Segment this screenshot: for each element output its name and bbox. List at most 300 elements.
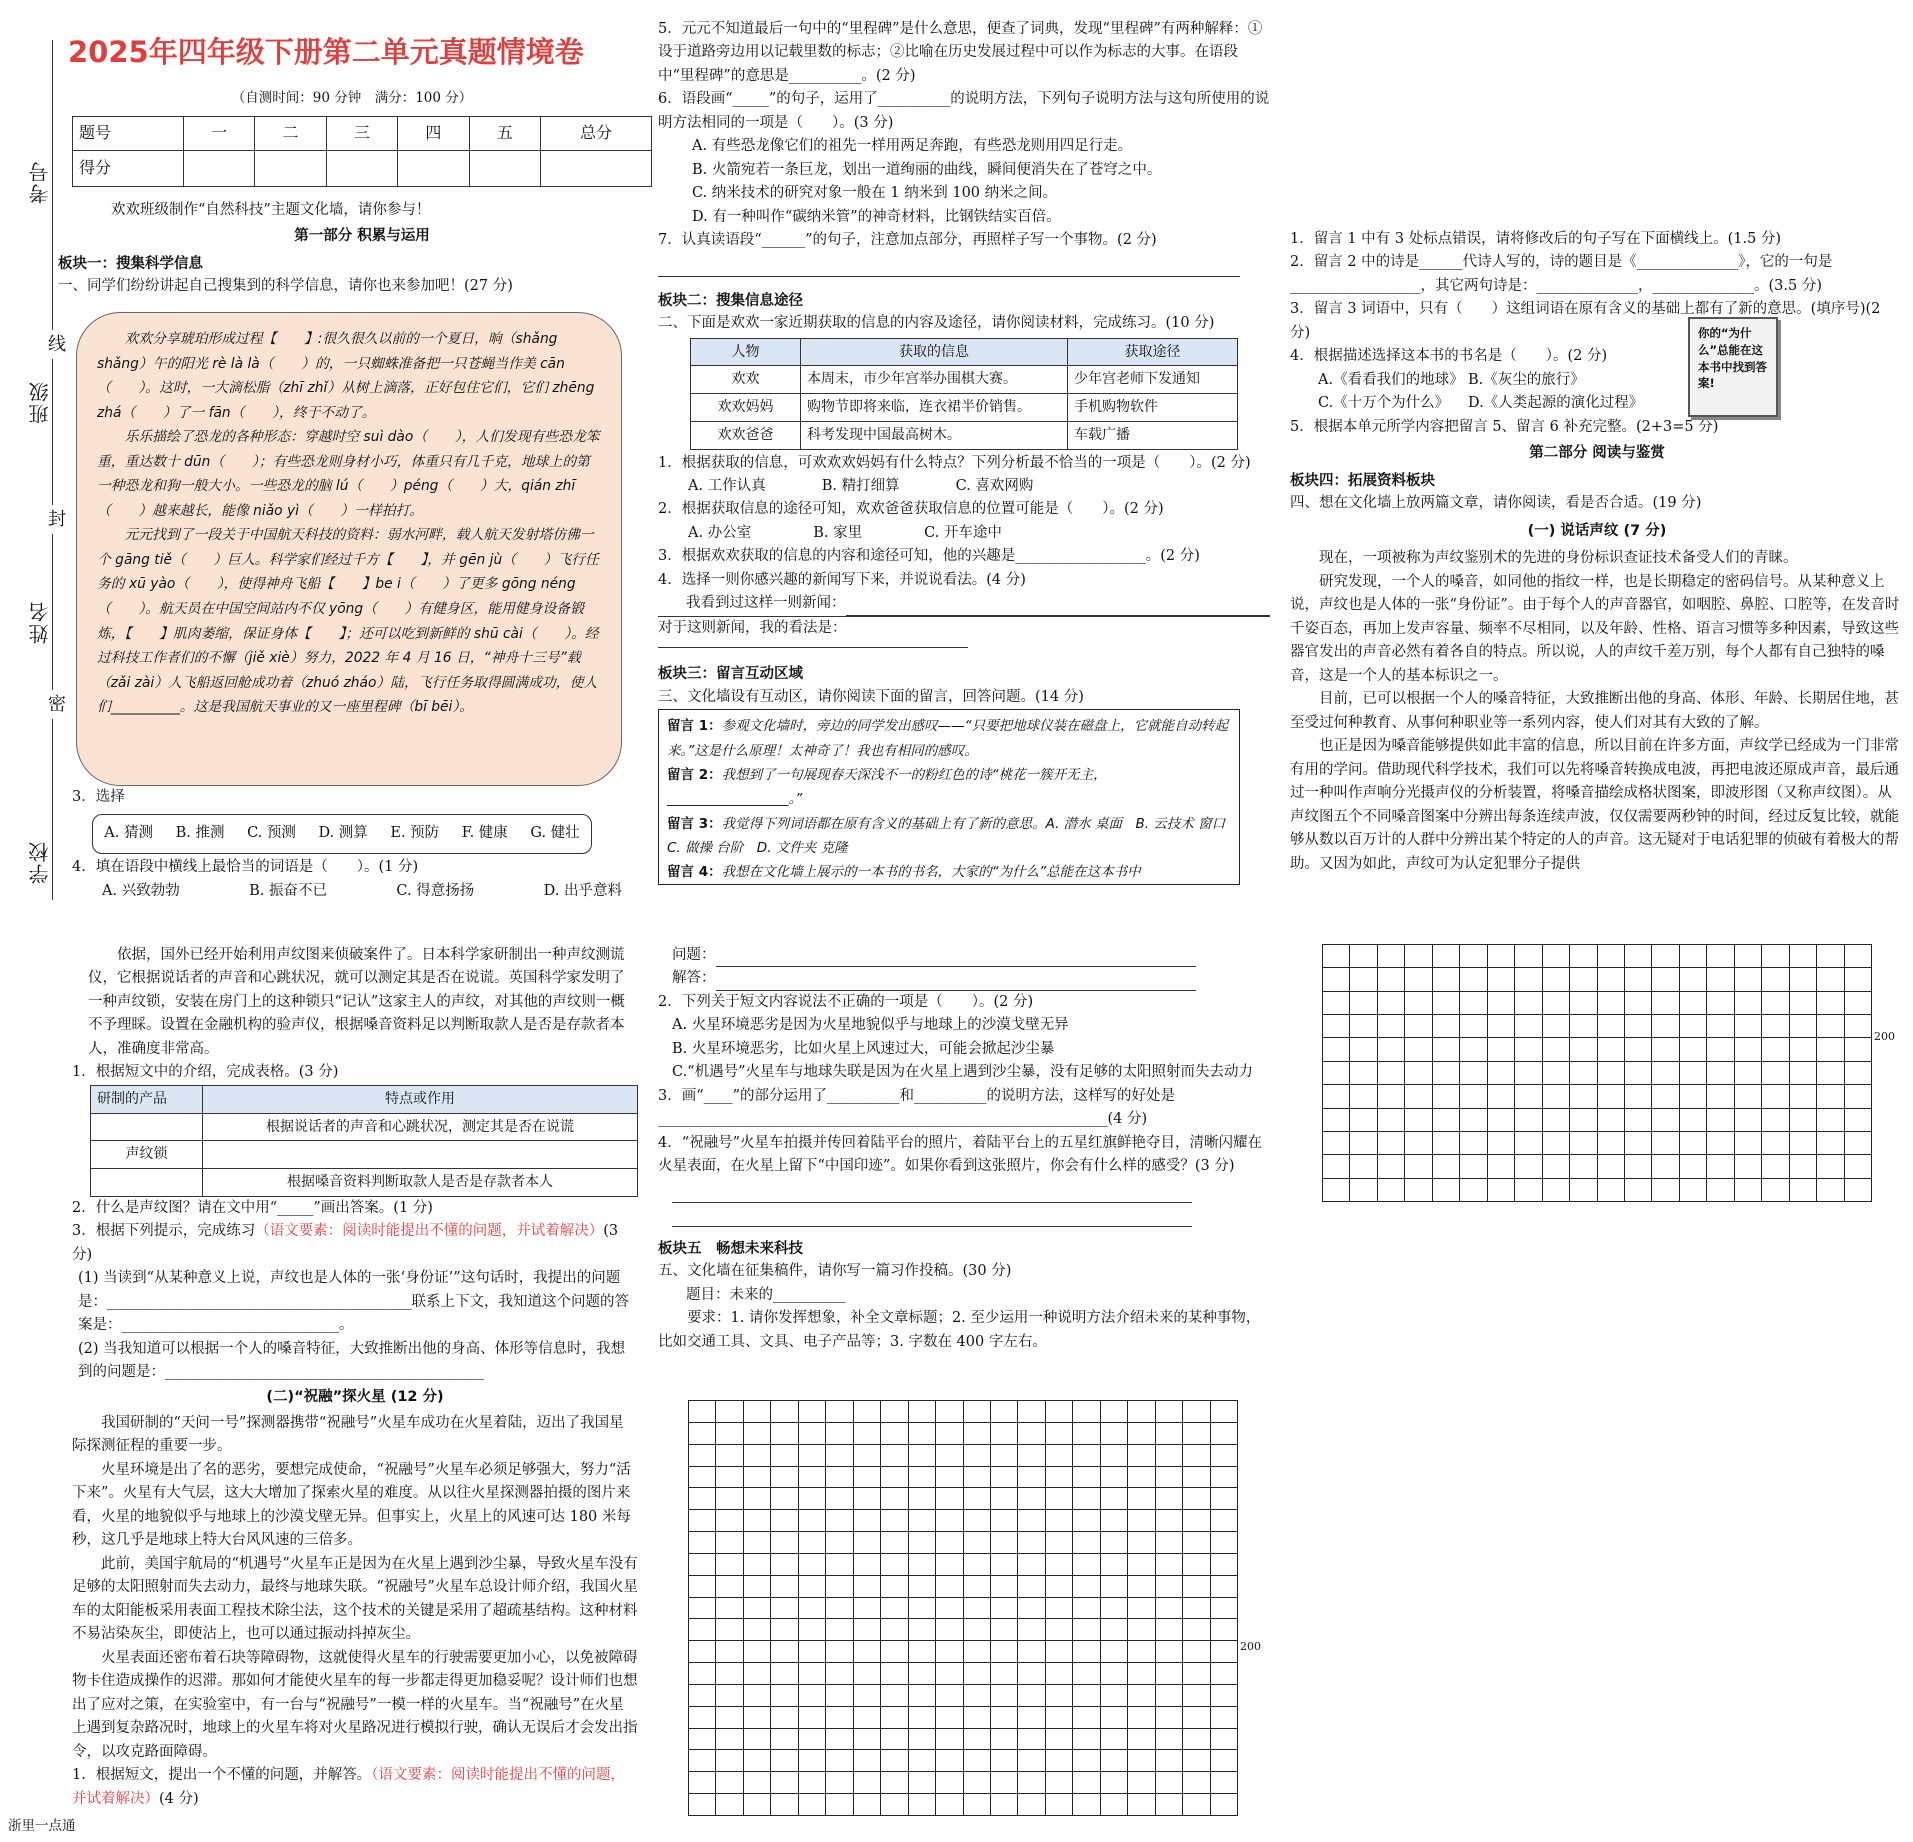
grid-cell[interactable] — [1433, 1109, 1460, 1132]
grid-cell[interactable] — [1680, 1109, 1707, 1132]
grid-cell[interactable] — [1183, 1729, 1210, 1751]
grid-cell[interactable] — [964, 1729, 991, 1751]
grid-cell[interactable] — [1211, 1467, 1238, 1489]
grid-cell[interactable] — [799, 1729, 826, 1751]
score-cell[interactable] — [255, 150, 326, 186]
grid-cell[interactable] — [1405, 1062, 1432, 1085]
grid-cell[interactable] — [1156, 1772, 1183, 1794]
grid-cell[interactable] — [964, 1554, 991, 1576]
grid-cell[interactable] — [689, 1750, 716, 1772]
grid-cell[interactable] — [1735, 1109, 1762, 1132]
grid-cell[interactable] — [716, 1598, 743, 1620]
grid-cell[interactable] — [909, 1554, 936, 1576]
grid-cell[interactable] — [991, 1598, 1018, 1620]
grid-cell[interactable] — [1570, 1155, 1597, 1178]
grid-cell[interactable] — [1433, 1132, 1460, 1155]
grid-cell[interactable] — [1128, 1641, 1155, 1663]
grid-cell[interactable] — [1211, 1576, 1238, 1598]
grid-cell[interactable] — [799, 1750, 826, 1772]
grid-cell[interactable] — [744, 1510, 771, 1532]
grid-cell[interactable] — [909, 1794, 936, 1816]
grid-cell[interactable] — [1543, 1085, 1570, 1108]
grid-cell[interactable] — [1433, 1085, 1460, 1108]
grid-cell[interactable] — [1128, 1576, 1155, 1598]
grid-cell[interactable] — [689, 1401, 716, 1423]
grid-cell[interactable] — [1460, 1015, 1487, 1038]
cell[interactable] — [91, 1113, 203, 1141]
grid-cell[interactable] — [716, 1532, 743, 1554]
grid-cell[interactable] — [1101, 1401, 1128, 1423]
grid-cell[interactable] — [936, 1619, 963, 1641]
grid-cell[interactable] — [1101, 1467, 1128, 1489]
grid-cell[interactable] — [854, 1729, 881, 1751]
grid-cell[interactable] — [991, 1663, 1018, 1685]
answer-line[interactable] — [716, 944, 1196, 967]
grid-cell[interactable] — [771, 1750, 798, 1772]
grid-cell[interactable] — [716, 1445, 743, 1467]
grid-cell[interactable] — [1211, 1663, 1238, 1685]
grid-cell[interactable] — [1707, 945, 1734, 968]
grid-cell[interactable] — [936, 1685, 963, 1707]
grid-cell[interactable] — [1350, 1155, 1377, 1178]
grid-cell[interactable] — [1680, 992, 1707, 1015]
grid-cell[interactable] — [991, 1750, 1018, 1772]
grid-cell[interactable] — [1845, 1038, 1872, 1061]
grid-cell[interactable] — [1790, 968, 1817, 991]
grid-cell[interactable] — [1323, 1062, 1350, 1085]
grid-cell[interactable] — [1128, 1598, 1155, 1620]
grid-cell[interactable] — [1707, 1015, 1734, 1038]
grid-cell[interactable] — [1046, 1532, 1073, 1554]
score-cell[interactable] — [183, 150, 254, 186]
grid-cell[interactable] — [1378, 1085, 1405, 1108]
grid-cell[interactable] — [1790, 1062, 1817, 1085]
grid-cell[interactable] — [991, 1554, 1018, 1576]
grid-cell[interactable] — [909, 1663, 936, 1685]
grid-cell[interactable] — [1156, 1598, 1183, 1620]
grid-cell[interactable] — [1433, 992, 1460, 1015]
grid-cell[interactable] — [936, 1445, 963, 1467]
grid-cell[interactable] — [716, 1423, 743, 1445]
grid-cell[interactable] — [936, 1750, 963, 1772]
grid-cell[interactable] — [881, 1401, 908, 1423]
grid-cell[interactable] — [1405, 1179, 1432, 1202]
grid-cell[interactable] — [991, 1467, 1018, 1489]
answer-line[interactable] — [658, 640, 968, 648]
grid-cell[interactable] — [744, 1598, 771, 1620]
grid-cell[interactable] — [1018, 1729, 1045, 1751]
grid-cell[interactable] — [771, 1619, 798, 1641]
answer-line[interactable] — [672, 1203, 1192, 1227]
grid-cell[interactable] — [1762, 1179, 1789, 1202]
grid-cell[interactable] — [799, 1510, 826, 1532]
grid-cell[interactable] — [826, 1576, 853, 1598]
grid-cell[interactable] — [689, 1423, 716, 1445]
grid-cell[interactable] — [881, 1423, 908, 1445]
grid-cell[interactable] — [1405, 1015, 1432, 1038]
grid-cell[interactable] — [854, 1510, 881, 1532]
grid-cell[interactable] — [1817, 968, 1844, 991]
composition-grid[interactable] — [688, 1400, 1238, 1816]
grid-cell[interactable] — [716, 1467, 743, 1489]
grid-cell[interactable] — [936, 1729, 963, 1751]
grid-cell[interactable] — [1762, 968, 1789, 991]
grid-cell[interactable] — [1543, 1132, 1570, 1155]
grid-cell[interactable] — [1707, 1038, 1734, 1061]
grid-cell[interactable] — [1046, 1576, 1073, 1598]
grid-cell[interactable] — [1350, 1062, 1377, 1085]
grid-cell[interactable] — [1790, 1015, 1817, 1038]
grid-cell[interactable] — [1707, 1085, 1734, 1108]
grid-cell[interactable] — [799, 1619, 826, 1641]
grid-cell[interactable] — [1433, 1155, 1460, 1178]
grid-cell[interactable] — [1433, 1179, 1460, 1202]
grid-cell[interactable] — [1128, 1423, 1155, 1445]
grid-cell[interactable] — [1652, 1132, 1679, 1155]
grid-cell[interactable] — [1073, 1663, 1100, 1685]
grid-cell[interactable] — [771, 1532, 798, 1554]
grid-cell[interactable] — [1046, 1467, 1073, 1489]
grid-cell[interactable] — [1652, 1015, 1679, 1038]
grid-cell[interactable] — [854, 1685, 881, 1707]
grid-cell[interactable] — [716, 1401, 743, 1423]
grid-cell[interactable] — [771, 1401, 798, 1423]
grid-cell[interactable] — [1735, 1085, 1762, 1108]
grid-cell[interactable] — [1515, 1132, 1542, 1155]
grid-cell[interactable] — [1570, 1132, 1597, 1155]
grid-cell[interactable] — [1128, 1685, 1155, 1707]
grid-cell[interactable] — [1460, 1038, 1487, 1061]
grid-cell[interactable] — [1680, 1132, 1707, 1155]
grid-cell[interactable] — [1183, 1488, 1210, 1510]
grid-cell[interactable] — [1046, 1445, 1073, 1467]
grid-cell[interactable] — [1488, 1085, 1515, 1108]
grid-cell[interactable] — [1211, 1423, 1238, 1445]
grid-cell[interactable] — [1378, 1155, 1405, 1178]
grid-cell[interactable] — [1433, 1015, 1460, 1038]
grid-cell[interactable] — [716, 1750, 743, 1772]
grid-cell[interactable] — [1101, 1445, 1128, 1467]
score-cell[interactable] — [469, 150, 540, 186]
grid-cell[interactable] — [1046, 1772, 1073, 1794]
grid-cell[interactable] — [936, 1488, 963, 1510]
grid-cell[interactable] — [744, 1445, 771, 1467]
grid-cell[interactable] — [716, 1510, 743, 1532]
grid-cell[interactable] — [881, 1772, 908, 1794]
grid-cell[interactable] — [1543, 1038, 1570, 1061]
grid-cell[interactable] — [1128, 1445, 1155, 1467]
grid-cell[interactable] — [799, 1772, 826, 1794]
grid-cell[interactable] — [1323, 992, 1350, 1015]
grid-cell[interactable] — [1433, 945, 1460, 968]
grid-cell[interactable] — [1128, 1401, 1155, 1423]
grid-cell[interactable] — [1790, 1038, 1817, 1061]
grid-cell[interactable] — [1845, 1109, 1872, 1132]
grid-cell[interactable] — [1735, 1062, 1762, 1085]
grid-cell[interactable] — [1350, 945, 1377, 968]
grid-cell[interactable] — [1018, 1467, 1045, 1489]
grid-cell[interactable] — [1183, 1794, 1210, 1816]
grid-cell[interactable] — [689, 1729, 716, 1751]
grid-cell[interactable] — [1156, 1467, 1183, 1489]
grid-cell[interactable] — [1101, 1794, 1128, 1816]
grid-cell[interactable] — [909, 1641, 936, 1663]
grid-cell[interactable] — [771, 1663, 798, 1685]
grid-cell[interactable] — [1515, 1015, 1542, 1038]
grid-cell[interactable] — [799, 1663, 826, 1685]
grid-cell[interactable] — [689, 1794, 716, 1816]
grid-cell[interactable] — [1128, 1707, 1155, 1729]
grid-cell[interactable] — [1598, 1179, 1625, 1202]
grid-cell[interactable] — [1652, 968, 1679, 991]
grid-cell[interactable] — [936, 1794, 963, 1816]
grid-cell[interactable] — [689, 1598, 716, 1620]
grid-cell[interactable] — [1625, 945, 1652, 968]
grid-cell[interactable] — [826, 1445, 853, 1467]
grid-cell[interactable] — [1735, 1132, 1762, 1155]
grid-cell[interactable] — [1790, 1109, 1817, 1132]
grid-cell[interactable] — [771, 1488, 798, 1510]
grid-cell[interactable] — [1405, 1155, 1432, 1178]
grid-cell[interactable] — [1570, 1179, 1597, 1202]
grid-cell[interactable] — [1018, 1750, 1045, 1772]
grid-cell[interactable] — [1652, 1179, 1679, 1202]
grid-cell[interactable] — [1073, 1685, 1100, 1707]
grid-cell[interactable] — [1488, 968, 1515, 991]
grid-cell[interactable] — [1405, 945, 1432, 968]
grid-cell[interactable] — [1652, 992, 1679, 1015]
grid-cell[interactable] — [1073, 1467, 1100, 1489]
grid-cell[interactable] — [1073, 1554, 1100, 1576]
grid-cell[interactable] — [1652, 1155, 1679, 1178]
grid-cell[interactable] — [1101, 1423, 1128, 1445]
grid-cell[interactable] — [1046, 1619, 1073, 1641]
grid-cell[interactable] — [964, 1685, 991, 1707]
grid-cell[interactable] — [991, 1488, 1018, 1510]
grid-cell[interactable] — [744, 1467, 771, 1489]
grid-cell[interactable] — [1680, 1155, 1707, 1178]
grid-cell[interactable] — [1156, 1750, 1183, 1772]
grid-cell[interactable] — [771, 1772, 798, 1794]
grid-cell[interactable] — [1515, 968, 1542, 991]
grid-cell[interactable] — [744, 1554, 771, 1576]
grid-cell[interactable] — [1128, 1750, 1155, 1772]
grid-cell[interactable] — [689, 1510, 716, 1532]
grid-cell[interactable] — [1156, 1707, 1183, 1729]
grid-cell[interactable] — [1845, 1062, 1872, 1085]
grid-cell[interactable] — [771, 1445, 798, 1467]
grid-cell[interactable] — [964, 1750, 991, 1772]
grid-cell[interactable] — [1515, 1155, 1542, 1178]
grid-cell[interactable] — [1073, 1794, 1100, 1816]
grid-cell[interactable] — [1323, 1179, 1350, 1202]
grid-cell[interactable] — [1680, 1085, 1707, 1108]
grid-cell[interactable] — [881, 1488, 908, 1510]
grid-cell[interactable] — [1101, 1641, 1128, 1663]
grid-cell[interactable] — [964, 1401, 991, 1423]
grid-cell[interactable] — [881, 1576, 908, 1598]
grid-cell[interactable] — [964, 1641, 991, 1663]
grid-cell[interactable] — [881, 1750, 908, 1772]
grid-cell[interactable] — [991, 1619, 1018, 1641]
grid-cell[interactable] — [1598, 1132, 1625, 1155]
grid-cell[interactable] — [716, 1707, 743, 1729]
grid-cell[interactable] — [744, 1707, 771, 1729]
grid-cell[interactable] — [1680, 1062, 1707, 1085]
grid-cell[interactable] — [1707, 1132, 1734, 1155]
grid-cell[interactable] — [1073, 1729, 1100, 1751]
grid-cell[interactable] — [1101, 1510, 1128, 1532]
grid-cell[interactable] — [1183, 1554, 1210, 1576]
grid-cell[interactable] — [1598, 968, 1625, 991]
grid-cell[interactable] — [964, 1510, 991, 1532]
grid-cell[interactable] — [716, 1576, 743, 1598]
grid-cell[interactable] — [1543, 968, 1570, 991]
grid-cell[interactable] — [854, 1532, 881, 1554]
grid-cell[interactable] — [1790, 1155, 1817, 1178]
grid-cell[interactable] — [854, 1707, 881, 1729]
grid-cell[interactable] — [854, 1598, 881, 1620]
grid-cell[interactable] — [909, 1619, 936, 1641]
grid-cell[interactable] — [1460, 968, 1487, 991]
grid-cell[interactable] — [689, 1576, 716, 1598]
grid-cell[interactable] — [826, 1663, 853, 1685]
grid-cell[interactable] — [1101, 1729, 1128, 1751]
grid-cell[interactable] — [1433, 1038, 1460, 1061]
grid-cell[interactable] — [716, 1772, 743, 1794]
grid-cell[interactable] — [854, 1772, 881, 1794]
grid-cell[interactable] — [1652, 1062, 1679, 1085]
grid-cell[interactable] — [1046, 1641, 1073, 1663]
grid-cell[interactable] — [1018, 1401, 1045, 1423]
score-cell[interactable] — [398, 150, 469, 186]
grid-cell[interactable] — [964, 1663, 991, 1685]
grid-cell[interactable] — [991, 1729, 1018, 1751]
grid-cell[interactable] — [1515, 1179, 1542, 1202]
grid-cell[interactable] — [1625, 968, 1652, 991]
grid-cell[interactable] — [826, 1707, 853, 1729]
grid-cell[interactable] — [964, 1467, 991, 1489]
grid-cell[interactable] — [991, 1401, 1018, 1423]
grid-cell[interactable] — [689, 1663, 716, 1685]
grid-cell[interactable] — [1101, 1598, 1128, 1620]
grid-cell[interactable] — [854, 1641, 881, 1663]
grid-cell[interactable] — [1073, 1576, 1100, 1598]
grid-cell[interactable] — [881, 1598, 908, 1620]
grid-cell[interactable] — [1350, 1179, 1377, 1202]
grid-cell[interactable] — [826, 1488, 853, 1510]
grid-cell[interactable] — [771, 1729, 798, 1751]
grid-cell[interactable] — [826, 1532, 853, 1554]
grid-cell[interactable] — [964, 1488, 991, 1510]
grid-cell[interactable] — [1323, 1085, 1350, 1108]
answer-line[interactable] — [846, 592, 1271, 615]
grid-cell[interactable] — [1652, 945, 1679, 968]
grid-cell[interactable] — [689, 1467, 716, 1489]
grid-cell[interactable] — [1128, 1467, 1155, 1489]
grid-cell[interactable] — [1350, 1038, 1377, 1061]
grid-cell[interactable] — [1543, 1062, 1570, 1085]
grid-cell[interactable] — [716, 1619, 743, 1641]
grid-cell[interactable] — [799, 1576, 826, 1598]
grid-cell[interactable] — [854, 1467, 881, 1489]
grid-cell[interactable] — [909, 1707, 936, 1729]
grid-cell[interactable] — [991, 1532, 1018, 1554]
grid-cell[interactable] — [1073, 1619, 1100, 1641]
grid-cell[interactable] — [1543, 1179, 1570, 1202]
grid-cell[interactable] — [744, 1423, 771, 1445]
grid-cell[interactable] — [1156, 1685, 1183, 1707]
grid-cell[interactable] — [1652, 1109, 1679, 1132]
grid-cell[interactable] — [1817, 1085, 1844, 1108]
grid-cell[interactable] — [1598, 1015, 1625, 1038]
grid-cell[interactable] — [1817, 1109, 1844, 1132]
grid-cell[interactable] — [1460, 945, 1487, 968]
grid-cell[interactable] — [936, 1532, 963, 1554]
grid-cell[interactable] — [909, 1510, 936, 1532]
grid-cell[interactable] — [1156, 1576, 1183, 1598]
grid-cell[interactable] — [991, 1423, 1018, 1445]
grid-cell[interactable] — [1046, 1685, 1073, 1707]
grid-cell[interactable] — [1128, 1554, 1155, 1576]
grid-cell[interactable] — [771, 1510, 798, 1532]
grid-cell[interactable] — [1707, 1109, 1734, 1132]
grid-cell[interactable] — [1046, 1598, 1073, 1620]
grid-cell[interactable] — [1680, 1179, 1707, 1202]
grid-cell[interactable] — [1128, 1729, 1155, 1751]
grid-cell[interactable] — [854, 1445, 881, 1467]
grid-cell[interactable] — [1460, 1179, 1487, 1202]
grid-cell[interactable] — [1735, 1155, 1762, 1178]
grid-cell[interactable] — [1570, 1085, 1597, 1108]
grid-cell[interactable] — [716, 1488, 743, 1510]
grid-cell[interactable] — [1073, 1641, 1100, 1663]
grid-cell[interactable] — [854, 1423, 881, 1445]
grid-cell[interactable] — [909, 1401, 936, 1423]
grid-cell[interactable] — [799, 1467, 826, 1489]
grid-cell[interactable] — [1128, 1532, 1155, 1554]
grid-cell[interactable] — [1101, 1772, 1128, 1794]
grid-cell[interactable] — [1156, 1532, 1183, 1554]
grid-cell[interactable] — [1817, 992, 1844, 1015]
grid-cell[interactable] — [1460, 1062, 1487, 1085]
grid-cell[interactable] — [689, 1772, 716, 1794]
grid-cell[interactable] — [854, 1619, 881, 1641]
grid-cell[interactable] — [689, 1445, 716, 1467]
grid-cell[interactable] — [1183, 1510, 1210, 1532]
grid-cell[interactable] — [1211, 1750, 1238, 1772]
grid-cell[interactable] — [1211, 1685, 1238, 1707]
grid-cell[interactable] — [909, 1750, 936, 1772]
grid-cell[interactable] — [1323, 1015, 1350, 1038]
grid-cell[interactable] — [1598, 1038, 1625, 1061]
grid-cell[interactable] — [991, 1707, 1018, 1729]
grid-cell[interactable] — [1762, 945, 1789, 968]
grid-cell[interactable] — [1018, 1772, 1045, 1794]
grid-cell[interactable] — [1845, 992, 1872, 1015]
grid-cell[interactable] — [1598, 945, 1625, 968]
grid-cell[interactable] — [854, 1488, 881, 1510]
grid-cell[interactable] — [854, 1401, 881, 1423]
answer-line[interactable] — [716, 967, 1196, 990]
grid-cell[interactable] — [1183, 1685, 1210, 1707]
grid-cell[interactable] — [1845, 968, 1872, 991]
grid-cell[interactable] — [1488, 1155, 1515, 1178]
grid-cell[interactable] — [1543, 1015, 1570, 1038]
grid-cell[interactable] — [1762, 1038, 1789, 1061]
grid-cell[interactable] — [744, 1729, 771, 1751]
grid-cell[interactable] — [1378, 1132, 1405, 1155]
